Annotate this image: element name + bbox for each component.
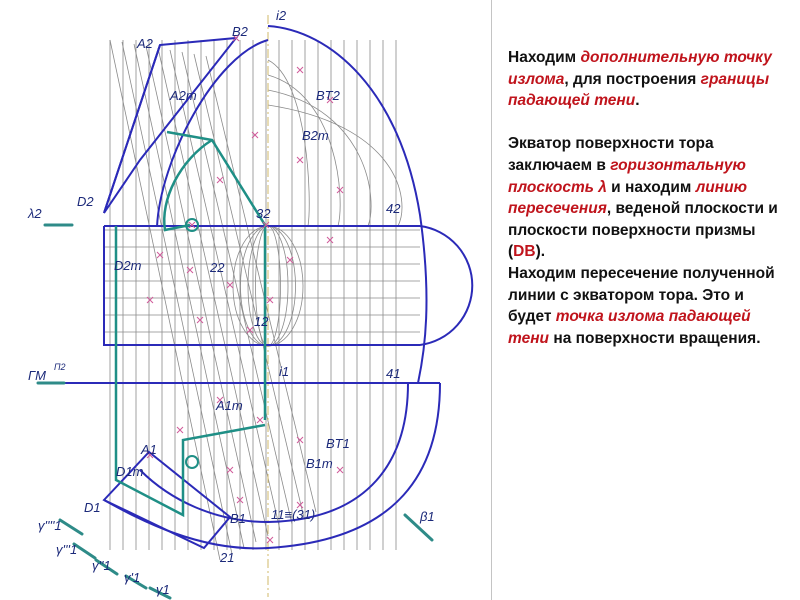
construction-meridian [268, 60, 309, 226]
p2-run-3: линию пересечения [508, 178, 747, 218]
label-GM: ГМ [28, 368, 46, 383]
label-B2: B2 [232, 24, 248, 39]
label-i1: i1 [279, 364, 290, 379]
label-lambda2: λ2 [28, 206, 42, 221]
label-BT2: BT2 [316, 88, 340, 103]
label-B1m: B1m [306, 456, 333, 471]
label-GM-sup: П2 [54, 362, 66, 372]
shadow-boundary-front [167, 132, 265, 420]
label-gamma2: γ''1 [92, 558, 111, 573]
panel-divider [491, 0, 492, 600]
construction-diagonal [194, 54, 304, 518]
label-A2m: A2m [170, 88, 197, 103]
intersection-mark [227, 467, 233, 473]
gamma4-trace [60, 520, 82, 534]
label-32: 32 [256, 206, 271, 221]
label-D2m: D2m [114, 258, 142, 273]
label-A1: A1 [141, 442, 157, 457]
intersection-mark [217, 177, 223, 183]
label-42: 42 [386, 201, 401, 216]
p1-run-4: . [635, 92, 640, 110]
label-21: 21 [220, 550, 235, 565]
label-D2: D2 [77, 194, 94, 209]
p2-run-2: и находим [606, 178, 696, 196]
label-11-eq-31: 11≡(31) [271, 507, 316, 522]
label-gamma4: γ''''1 [38, 518, 62, 533]
front-prism-outline [104, 38, 236, 213]
shadow-boundary [116, 132, 265, 515]
label-gamma1p: γ'1 [124, 570, 141, 585]
label-41: 41 [386, 366, 401, 381]
intersection-mark [197, 317, 203, 323]
label-gamma1: γ1 [156, 582, 170, 597]
intersection-mark [297, 437, 303, 443]
front-right-semicircle [420, 226, 472, 345]
construction-diagonal [182, 52, 292, 524]
label-beta1: β1 [420, 509, 435, 524]
p2-run-6: ). [535, 243, 546, 261]
intersection-mark [297, 157, 303, 163]
p3-run-2: на поверхности вращения. [549, 329, 761, 347]
intersection-mark [257, 417, 263, 423]
intersection-mark [227, 282, 233, 288]
construction-diagonal [206, 56, 316, 512]
intersection-mark [297, 67, 303, 73]
p3-run-0: Находим пересечение полученной линии с экватором тора. Это и будет [508, 264, 775, 326]
p1-run-2: , для построения [564, 70, 701, 88]
construction-diagonal [158, 48, 268, 536]
point-labels [27, 8, 435, 597]
p1-run-1: дополнительную точку излома [508, 49, 772, 88]
intersection-mark [267, 537, 273, 543]
paragraph-torus-equator [508, 133, 783, 263]
intersection-mark [337, 467, 343, 473]
label-BT1: BT1 [326, 436, 350, 451]
intersection-mark [327, 237, 333, 243]
p2-run-4: , веденой плоскости и плоскости поверхности призмы ( [508, 200, 778, 261]
p2-run-1: горизонтальную плоскость λ [508, 156, 746, 196]
label-A1m: A1m [216, 398, 243, 413]
p1-run-0: Находим [508, 49, 581, 66]
p2-run-5: DB [513, 243, 536, 261]
construction-diagonal [110, 40, 220, 560]
paragraph-additional-break-point [508, 47, 783, 112]
construction-lines [104, 40, 420, 560]
label-22: 22 [210, 260, 225, 275]
top-view-inner-arc [140, 383, 408, 522]
label-B1: B1 [230, 511, 246, 526]
label-12: 12 [254, 314, 269, 329]
label-A2: A2 [137, 36, 153, 51]
p3-run-1: точка излома падающей тени [508, 308, 751, 347]
front-prism-edge [104, 45, 160, 213]
label-D1m: D1m [116, 464, 144, 479]
p1-run-3: границы падающей тени [508, 70, 770, 110]
label-B2m: B2m [302, 128, 329, 143]
construction-meridian [268, 90, 371, 226]
paragraph-intersection [508, 263, 783, 349]
label-D1: D1 [84, 500, 101, 515]
intersection-mark [177, 427, 183, 433]
construction-meridian [268, 105, 402, 226]
explanation-panel [508, 47, 783, 349]
label-gamma3: γ'''1 [56, 542, 78, 557]
label-i2: i2 [276, 8, 287, 23]
p2-run-0: Экватор поверхности тора заключаем в [508, 135, 714, 174]
